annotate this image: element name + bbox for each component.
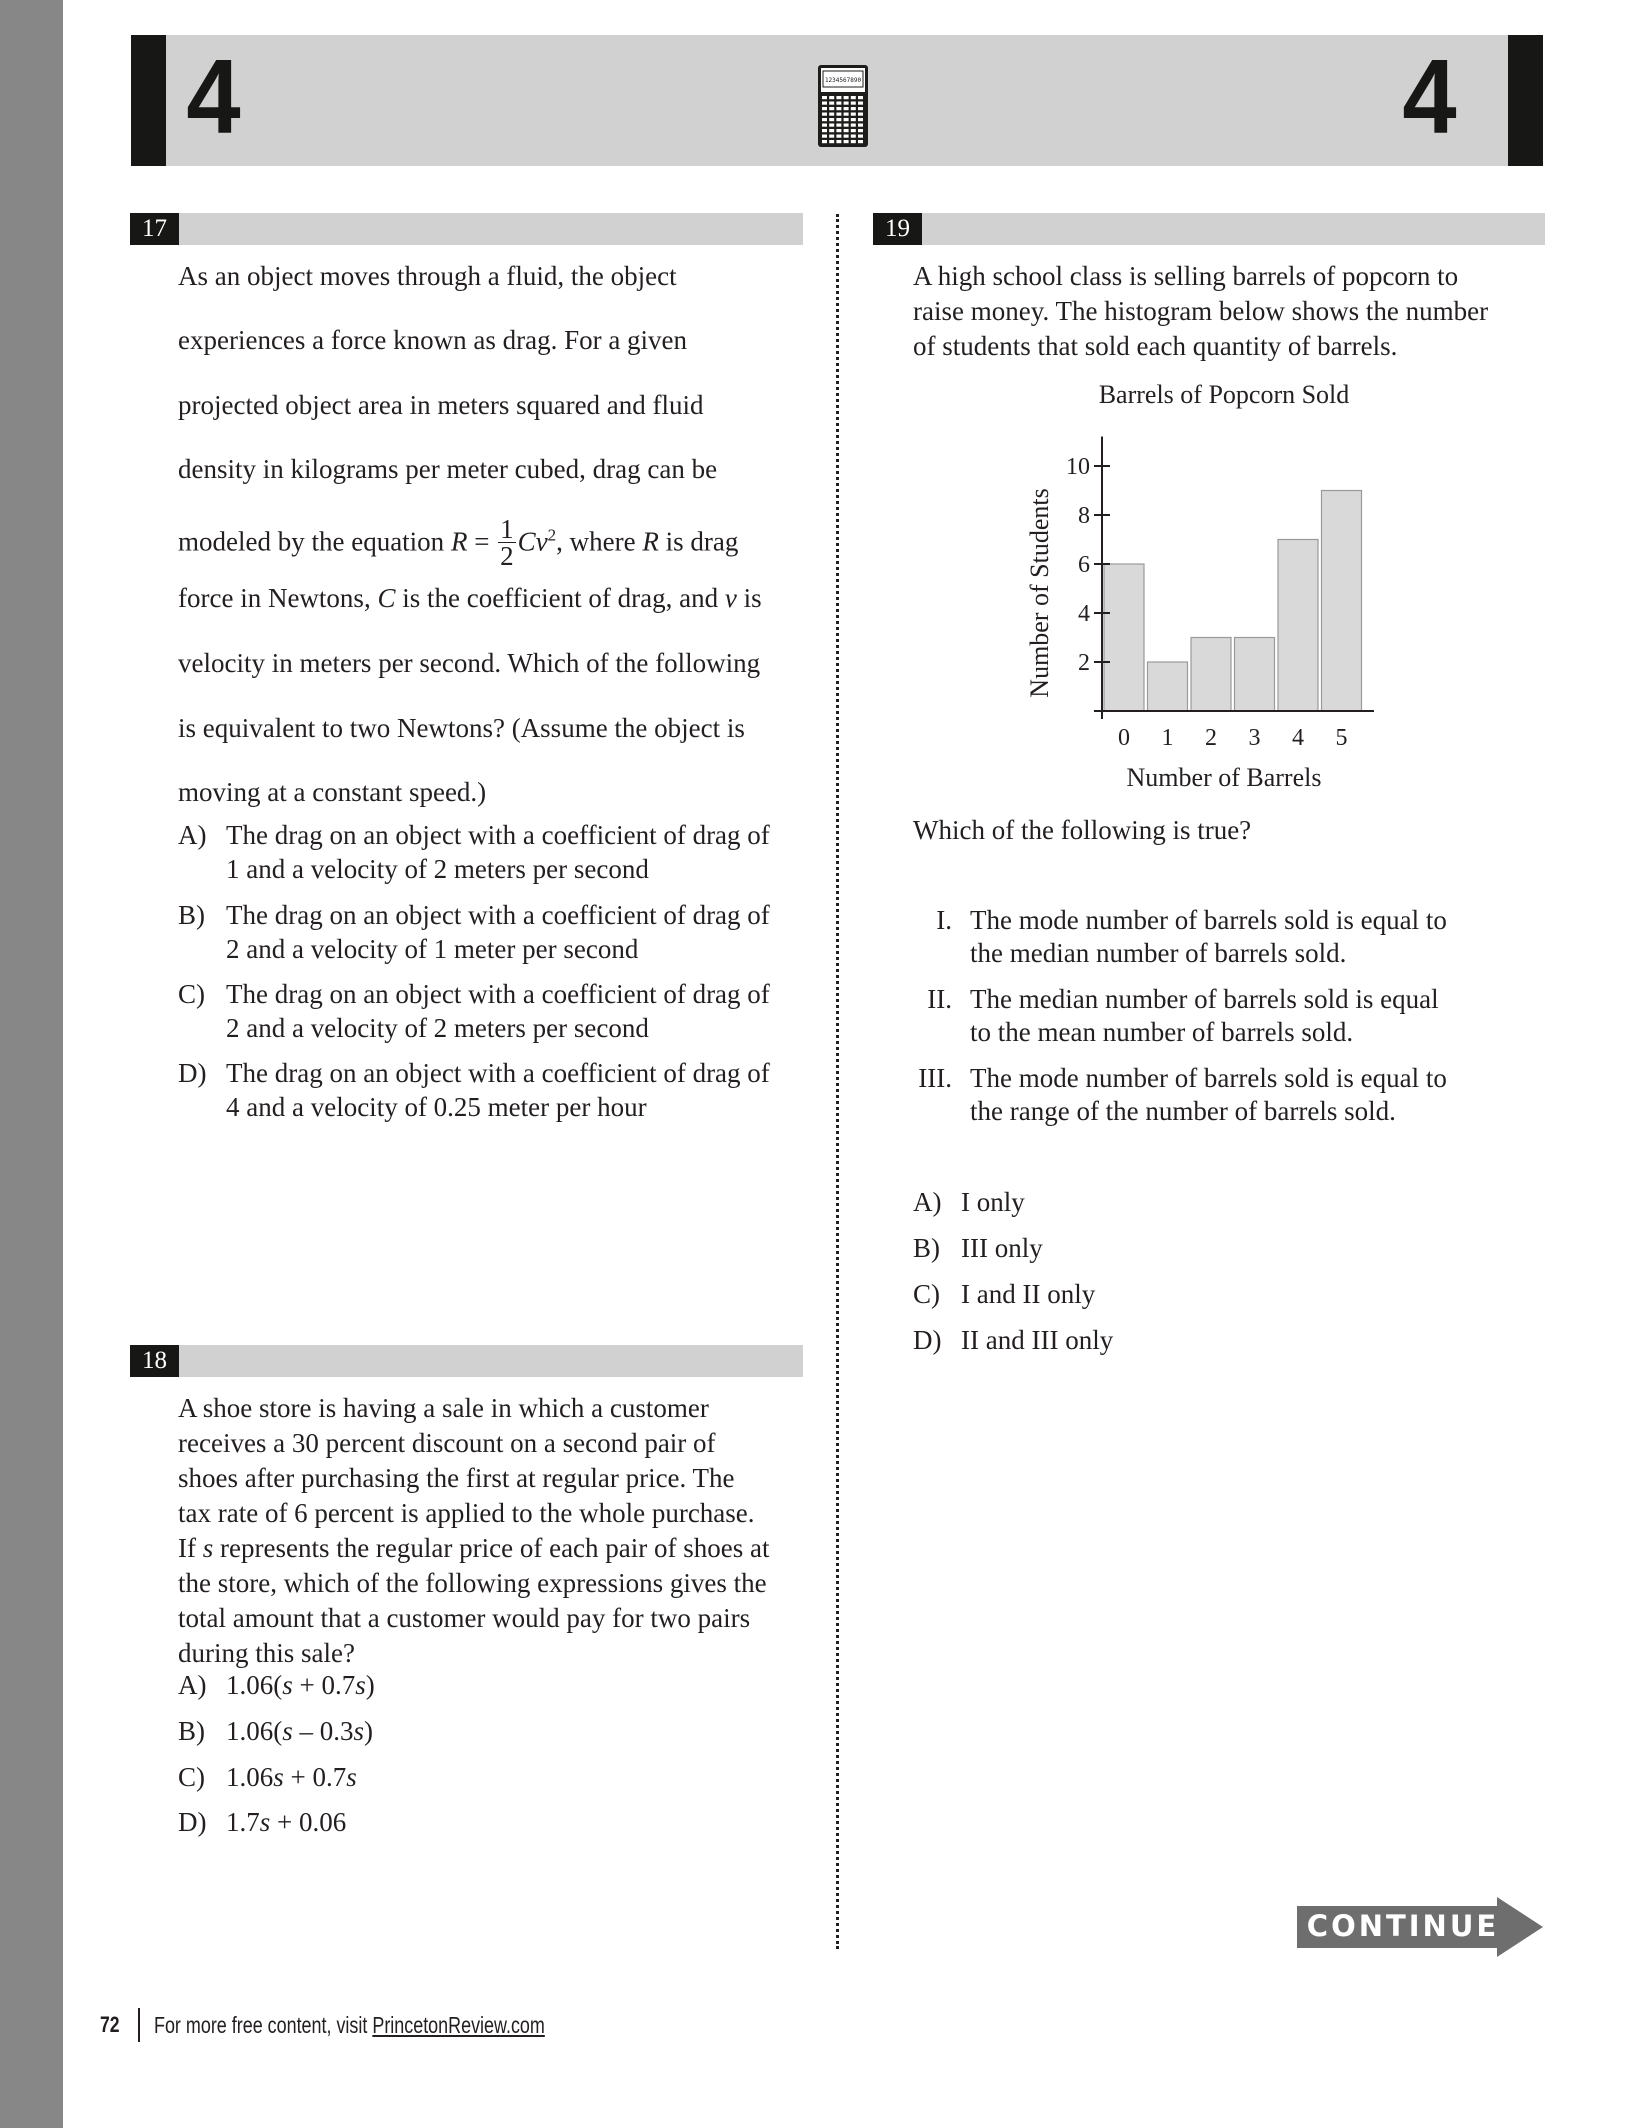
calculator-key: [851, 107, 856, 110]
question-17-header: [130, 213, 803, 245]
calculator-key: [836, 140, 841, 143]
expression-part: + 0.7: [283, 1762, 347, 1792]
q17-text-line: As an object moves through a fluid, the object: [178, 261, 677, 291]
numerator: 1: [500, 514, 514, 544]
calculator-key: [858, 102, 863, 105]
calculator-key: [829, 129, 834, 132]
histogram-chart: [1000, 380, 1420, 800]
calculator-key: [851, 135, 856, 138]
bar-5: [1322, 491, 1362, 712]
calculator-key: [829, 124, 834, 127]
expression-part: 1.7: [226, 1807, 260, 1837]
calculator-key: [858, 135, 863, 138]
calculator-key: [836, 135, 841, 138]
option-letter: D): [178, 1058, 207, 1088]
calculator-key: [851, 118, 856, 121]
calculator-key: [836, 102, 841, 105]
q18-text-line: shoes after purchasing the first at regular price. The: [178, 1463, 735, 1493]
x-tick-label: 2: [1205, 725, 1217, 751]
option-text: The drag on an object with a coefficient of drag of: [226, 900, 770, 930]
expression-part: 1.06: [226, 1762, 274, 1792]
option-text: 1 and a velocity of 2 meters per second: [226, 854, 649, 884]
q17-text-line: is equivalent to two Newtons? (Assume the object is: [178, 713, 745, 743]
calculator-key: [829, 118, 834, 121]
text: is the coefficient of drag, and: [395, 583, 725, 613]
header-left-bar: [131, 35, 166, 166]
y-axis-label: Number of Students: [1025, 488, 1054, 698]
statement-text: The mode number of barrels sold is equal to: [970, 905, 1447, 935]
expression-part: 1.06(: [226, 1716, 283, 1746]
calculator-key: [844, 102, 849, 105]
statement-numeral: I.: [936, 905, 952, 935]
y-tick-label: 4: [1078, 601, 1090, 627]
calculator-key: [858, 113, 863, 116]
bar-4: [1278, 540, 1318, 712]
calculator-key: [851, 124, 856, 127]
statement-text: the median number of barrels sold.: [970, 938, 1347, 968]
bar-3: [1235, 638, 1275, 712]
footer-link[interactable]: PrincetonReview.com: [372, 2012, 545, 2038]
option-text: The drag on an object with a coefficient of drag of: [226, 979, 770, 1009]
variable-s: s: [282, 1716, 293, 1746]
x-tick-label: 1: [1161, 725, 1174, 751]
option-text: I only: [961, 1187, 1025, 1217]
option-text: II and III only: [961, 1325, 1114, 1355]
x-tick-label: 4: [1292, 725, 1304, 751]
calculator-key: [836, 124, 841, 127]
expression-part: + 0.06: [270, 1807, 347, 1837]
variable-C: C: [517, 526, 536, 557]
q17-text-line: experiences a force known as drag. For a given: [178, 325, 688, 355]
q17-text-line: velocity in meters per second. Which of the following: [178, 648, 761, 678]
variable-s: s: [355, 1670, 366, 1700]
header-right-bar: [1508, 35, 1543, 166]
calculator-key: [822, 129, 827, 132]
option-letter: D): [178, 1807, 207, 1837]
expression-part: – 0.3: [292, 1716, 354, 1746]
section-number-right: 4: [1402, 38, 1457, 156]
option-text: [226, 1714, 373, 1748]
option-letter: A): [178, 1670, 207, 1700]
text: modeled by the equation: [178, 526, 451, 557]
page-number: 72: [100, 2012, 120, 2037]
text: is: [736, 583, 762, 613]
q18-text-line: tax rate of 6 percent is applied to the whole purchase.: [178, 1498, 755, 1528]
q17-text-line: density in kilograms per meter cubed, drag can be: [178, 454, 718, 484]
option-letter: B): [178, 1716, 205, 1746]
calculator-key: [851, 140, 856, 143]
variable-R: R: [450, 526, 468, 557]
question-18-header: [130, 1345, 803, 1377]
text: If: [178, 1533, 203, 1563]
text: represents the regular price of each pair of shoes at: [213, 1533, 770, 1563]
q18-text-line: the store, which of the following expressions gives the: [178, 1568, 767, 1598]
option-text: [226, 1805, 346, 1839]
y-tick-label: 2: [1078, 650, 1090, 676]
calculator-key: [829, 140, 834, 143]
question-19-header: [873, 213, 1545, 245]
equals-sign: =: [467, 526, 497, 557]
calculator-key: [844, 107, 849, 110]
calculator-key: [858, 96, 863, 99]
calculator-key: [822, 124, 827, 127]
q18-text-line: A shoe store is having a sale in which a customer: [178, 1393, 709, 1423]
variable-s: s: [202, 1533, 214, 1563]
calculator-key: [851, 129, 856, 132]
continue-button[interactable]: [1297, 1897, 1543, 1957]
bar-0: [1104, 564, 1144, 711]
statement-text: The median number of barrels sold is equal: [970, 984, 1439, 1014]
q19-prompt: Which of the following is true?: [913, 815, 1252, 845]
q18-text-line: [178, 1532, 770, 1564]
calculator-icon: [816, 63, 870, 149]
q17-text-line: moving at a constant speed.): [178, 777, 487, 807]
x-tick-label: 5: [1335, 725, 1348, 751]
text: force in Newtons,: [178, 583, 378, 613]
calculator-key: [844, 140, 849, 143]
x-axis-label: Number of Barrels: [1126, 763, 1322, 792]
calculator-key: [851, 96, 856, 99]
option-letter: C): [178, 979, 205, 1009]
statement-text: to the mean number of barrels sold.: [970, 1017, 1354, 1047]
option-text: 4 and a velocity of 0.25 meter per hour: [226, 1092, 647, 1122]
question-number-badge: 18: [130, 1345, 179, 1377]
calculator-key: [822, 107, 827, 110]
q18-text-line: during this sale?: [178, 1638, 355, 1668]
variable-s: s: [346, 1762, 357, 1792]
calculator-key: [822, 96, 827, 99]
calculator-key: [829, 107, 834, 110]
continue-label: CONTINUE: [1306, 1909, 1500, 1943]
calculator-display: 1234567890: [824, 77, 862, 84]
option-letter: A): [913, 1187, 942, 1217]
variable-s: s: [273, 1762, 284, 1792]
calculator-key: [851, 102, 856, 105]
x-tick-label: 0: [1118, 725, 1130, 751]
calculator-key: [836, 118, 841, 121]
calculator-key: [836, 129, 841, 132]
variable-s: s: [353, 1716, 365, 1746]
q18-text-line: total amount that a customer would pay for two pairs: [178, 1603, 751, 1633]
option-text: III only: [961, 1233, 1043, 1263]
x-tick-label: 3: [1248, 725, 1261, 751]
option-text: The drag on an object with a coefficient of drag of: [226, 1058, 770, 1088]
expression-part: ): [365, 1670, 375, 1700]
option-letter: C): [913, 1279, 940, 1309]
calculator-key: [829, 113, 834, 116]
statement-numeral: III.: [918, 1063, 952, 1093]
calculator-key: [844, 113, 849, 116]
page-edge-strip: [0, 0, 63, 2128]
option-letter: D): [913, 1325, 942, 1355]
fraction-one-half: [498, 516, 516, 569]
variable-s: s: [259, 1807, 271, 1837]
option-text: 2 and a velocity of 1 meter per second: [226, 934, 639, 964]
calculator-key: [822, 118, 827, 121]
variable-v: v: [535, 526, 548, 557]
option-text: [226, 1668, 375, 1702]
expression-part: ): [364, 1716, 374, 1746]
option-letter: B): [178, 900, 205, 930]
option-letter: A): [178, 820, 207, 850]
y-tick-label: 6: [1078, 552, 1090, 578]
section-number-left: 4: [186, 38, 241, 156]
option-text: [226, 1760, 357, 1794]
calculator-key: [858, 118, 863, 121]
option-text: 2 and a velocity of 2 meters per second: [226, 1013, 649, 1043]
calculator-key: [822, 102, 827, 105]
q19-text-line: A high school class is selling barrels of popcorn to: [913, 261, 1459, 291]
question-number-badge: 17: [130, 213, 179, 245]
calculator-key: [844, 118, 849, 121]
question-number-badge: 19: [873, 213, 922, 245]
statement-numeral: II.: [927, 984, 952, 1014]
option-letter: C): [178, 1762, 205, 1792]
option-letter: B): [913, 1233, 940, 1263]
calculator-key: [844, 96, 849, 99]
option-text: The drag on an object with a coefficient of drag of: [226, 820, 770, 850]
q17-text-line: [178, 582, 762, 614]
calculator-key: [858, 124, 863, 127]
q19-text-line: of students that sold each quantity of barrels.: [913, 331, 1398, 361]
calculator-key: [858, 107, 863, 110]
calculator-key: [836, 113, 841, 116]
calculator-key: [829, 102, 834, 105]
bar-2: [1191, 638, 1231, 712]
expression-part: + 0.7: [292, 1670, 356, 1700]
option-text: I and II only: [961, 1279, 1096, 1309]
calculator-key: [844, 124, 849, 127]
variable-C: C: [377, 583, 396, 613]
variable-R: R: [642, 526, 659, 557]
q19-text-line: raise money. The histogram below shows the number: [913, 296, 1489, 326]
footer-text: [154, 2010, 545, 2040]
statement-text: the range of the number of barrels sold.: [970, 1096, 1396, 1126]
calculator-key: [829, 135, 834, 138]
calculator-key: [822, 140, 827, 143]
variable-v: v: [724, 583, 737, 613]
calculator-key: [858, 140, 863, 143]
statement-text: The mode number of barrels sold is equal to: [970, 1063, 1447, 1093]
text: is drag: [658, 526, 739, 557]
calculator-key: [851, 113, 856, 116]
calculator-key: [844, 135, 849, 138]
text: , where: [556, 526, 643, 557]
expression-part: 1.06(: [226, 1670, 283, 1700]
calculator-key: [844, 129, 849, 132]
denominator: 2: [500, 541, 514, 571]
exponent: 2: [547, 525, 557, 545]
chart-title: Barrels of Popcorn Sold: [1098, 380, 1350, 409]
calculator-key: [822, 135, 827, 138]
q17-equation-line: [178, 514, 739, 571]
q17-text-line: projected object area in meters squared and fluid: [178, 390, 704, 420]
calculator-key: [858, 129, 863, 132]
footer-message: For more free content, visit: [154, 2012, 373, 2038]
calculator-key: [836, 107, 841, 110]
column-divider: [836, 214, 839, 1949]
calculator-key: [836, 96, 841, 99]
y-tick-label: 10: [1066, 454, 1090, 480]
calculator-key: [829, 96, 834, 99]
footer-separator: [138, 2008, 140, 2042]
variable-s: s: [282, 1670, 293, 1700]
y-tick-label: 8: [1078, 503, 1090, 529]
q18-text-line: receives a 30 percent discount on a second pair of: [178, 1428, 716, 1458]
calculator-key: [822, 113, 827, 116]
bar-1: [1148, 662, 1188, 711]
